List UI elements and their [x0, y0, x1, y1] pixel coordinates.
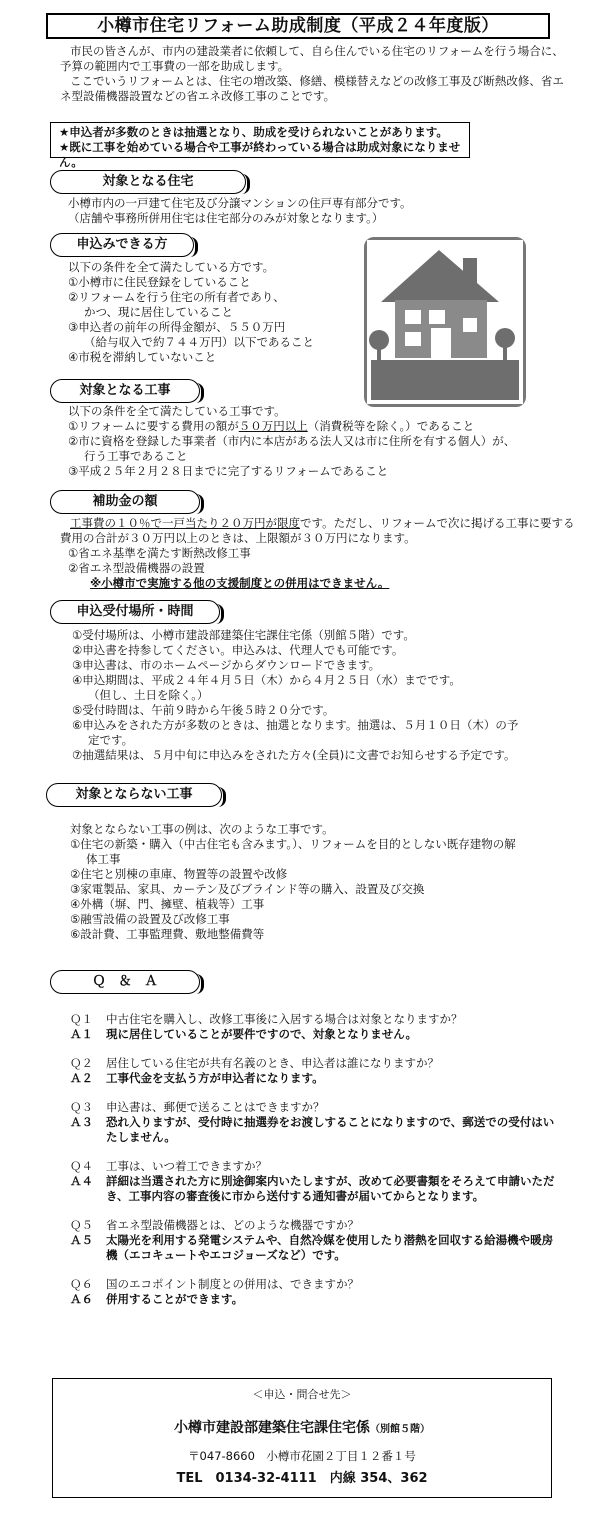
- text-line: ②リフォームを行う住宅の所有者であり、: [68, 290, 285, 304]
- text-line: 行う工事であること: [84, 449, 188, 463]
- text-line: ⑤受付時間は、午前９時から午後５時２０分です。: [72, 703, 335, 717]
- office-note: （別館５階）: [370, 1424, 430, 1435]
- answer: [70, 1027, 560, 1042]
- answer: [70, 1292, 560, 1307]
- contact-phone: TEL 0134-32-4111 内線 354、362: [176, 1471, 428, 1486]
- qa-item: [70, 1056, 560, 1086]
- answer: [70, 1115, 560, 1145]
- text-line: ④申込期間は、平成２４年４月５日（木）から４月２５日（水）までです。: [72, 673, 461, 687]
- contact-box: [52, 1378, 552, 1498]
- page-title: 小樽市住宅リフォーム助成制度（平成２４年度版）: [46, 13, 550, 39]
- text-line: 以下の条件を全て満たしている方です。: [68, 260, 275, 274]
- section-subsidy-amount-body: [60, 516, 580, 591]
- notice-box: [50, 122, 470, 169]
- text-line: ⑥設計費、工事監理費、敷地整備費等: [70, 927, 265, 941]
- text-line: ③申込者の前年の所得金額が、５５０万円: [68, 320, 286, 334]
- text-line: ⑦抽選結果は、５月中旬に申込みをされた方々(全員)に文書でお知らせする予定です。: [72, 748, 516, 762]
- text-line: ①省エネ基準を満たす断熱改修工事: [68, 546, 251, 560]
- qa-item: [70, 1218, 560, 1263]
- qa-item: [70, 1159, 560, 1204]
- answer-text: 太陽光を利用する発電システムや、自然冷媒を使用したり潜熱を回収する給湯機や暖房機（エコキュートやエコジョーズなど）です。: [106, 1233, 554, 1262]
- section-heading-target-work: 対象となる工事: [50, 379, 200, 403]
- text-line: ②市に資格を登録した事業者（市内に本店がある法人又は市に住所を有する個人）が、: [68, 434, 516, 448]
- house-illustration: [364, 237, 526, 407]
- question-text: 申込書は、郵便で送ることはできますか？: [106, 1100, 325, 1114]
- house-icon: [367, 240, 523, 404]
- text-span: です。ただし、リフォームで次に掲げる工事に要する費用の合計が３０万円以上のときは、上限額が３０万円になります。: [60, 516, 575, 545]
- question-text: 工事は、いつ着工できますか？: [106, 1159, 267, 1173]
- text-line: （店舗や事務所併用住宅は住宅部分のみが対象となります。）: [68, 211, 384, 225]
- question-label: Ｑ３: [70, 1100, 93, 1114]
- answer: [70, 1071, 560, 1086]
- text-line: ⑤融雪設備の設置及び改修工事: [70, 912, 230, 926]
- question: [70, 1012, 560, 1027]
- text-line: ①小樽市に住民登録をしていること: [68, 275, 251, 289]
- question-text: 国のエコポイント制度との併用は、できますか？: [106, 1277, 359, 1291]
- answer-label: Ａ２: [70, 1071, 93, 1085]
- limit-emphasis: 工事費の１０％で一戸当たり２０万円が限度: [70, 516, 300, 530]
- answer: [70, 1174, 560, 1204]
- question-label: Ｑ４: [70, 1159, 93, 1173]
- question-text: 居住している住宅が共有名義のとき、申込者は誰になりますか？: [106, 1056, 440, 1070]
- qa-list: [70, 1012, 560, 1307]
- question: [70, 1218, 560, 1233]
- text-line: （給与収入で約７４４万円）以下であること: [84, 335, 314, 349]
- text-line: 定です。: [88, 733, 134, 747]
- question: [70, 1056, 560, 1071]
- section-heading-target-housing: 対象となる住宅: [50, 170, 246, 194]
- question-label: Ｑ６: [70, 1277, 93, 1291]
- answer-label: Ａ４: [70, 1174, 93, 1188]
- qa-item: [70, 1100, 560, 1145]
- question-label: Ｑ５: [70, 1218, 93, 1232]
- answer: [70, 1233, 560, 1263]
- section-eligible-applicants-body: [68, 260, 368, 365]
- intro-paragraph-2: ここでいうリフォームとは、住宅の増改築、修繕、模様替えなどの改修工事及び断熱改修、省エネ型設備機器設置などの省エネ改修工事のことです。: [60, 74, 564, 103]
- section-heading-non-target-work: 対象とならない工事: [46, 783, 222, 807]
- section-heading-reception: 申込受付場所・時間: [50, 600, 220, 624]
- text-line: ②申込書を持参してください。申込みは、代理人でも可能です。: [72, 643, 404, 657]
- text-line: ②省エネ型設備機器の設置: [68, 561, 205, 575]
- answer-text: 詳細は当選された方に別途御案内いたしますが、改めて必要書類をそろえて申請いただき、工事内容の審査後に市から送付する通知書が届いてからとなります。: [106, 1174, 555, 1203]
- text-span: （消費税等を除く。）であること: [307, 419, 475, 433]
- text-line: 体工事: [86, 852, 121, 866]
- answer-label: Ａ３: [70, 1115, 93, 1129]
- question: [70, 1159, 560, 1174]
- question-label: Ｑ１: [70, 1012, 93, 1026]
- answer-text: 併用することができます。: [106, 1292, 244, 1306]
- text-line: （但し、土日を除く。）: [88, 688, 209, 702]
- answer-label: Ａ６: [70, 1292, 93, 1306]
- text-line: 対象とならない工事の例は、次のような工事です。: [70, 822, 334, 836]
- qa-item: [70, 1277, 560, 1307]
- text-line: ①住宅の新築・購入（中古住宅も含みます。）、リフォームを目的としない既存建物の解: [70, 837, 516, 851]
- text-line: かつ、現に居住していること: [84, 305, 234, 319]
- text-line: ④市税を滞納していないこと: [68, 350, 217, 364]
- question: [70, 1277, 560, 1292]
- text-line: ④外構（塀、門、擁壁、植栽等）工事: [70, 897, 265, 911]
- note-line: ※小樽市で実施する他の支援制度との併用はできません。: [90, 576, 390, 590]
- intro-paragraph-1: 市民の皆さんが、市内の建設業者に依頼して、自ら住んでいる住宅のリフォームを行う場合に、予算の範囲内で工事費の一部を助成します。: [60, 44, 564, 73]
- section-heading-eligible-applicants: 申込みできる方: [50, 233, 194, 257]
- notice-line-1: ★申込者が多数のときは抽選となり、助成を受けられないことがあります。: [59, 125, 448, 139]
- amount-emphasis: ５０万円以上: [238, 419, 308, 433]
- text-line: ③平成２５年２月２８日までに完了するリフォームであること: [68, 464, 389, 478]
- text-paragraph: [60, 516, 580, 546]
- text-line: 小樽市内の一戸建て住宅及び分譲マンションの住戸専有部分です。: [68, 196, 412, 210]
- text-line: ⑥申込みをされた方が多数のときは、抽選となります。抽選は、５月１０日（木）の予: [72, 718, 519, 732]
- text-line: ②住宅と別棟の車庫、物置等の設置や改修: [70, 867, 288, 881]
- section-target-housing-body: [68, 196, 568, 226]
- office-name: 小樽市建設部建築住宅課住宅係: [174, 1420, 370, 1436]
- question: [70, 1100, 560, 1115]
- section-non-target-work-body: [70, 822, 584, 942]
- section-heading-subsidy-amount: 補助金の額: [50, 490, 200, 514]
- section-target-work-body: [68, 404, 578, 479]
- contact-office: [53, 1419, 551, 1439]
- text-line: ③家電製品、家具、カーテン及びブラインド等の購入、設置及び交換: [70, 882, 425, 896]
- answer-label: Ａ１: [70, 1027, 93, 1041]
- text-line: ①受付場所は、小樽市建設部建築住宅課住宅係（別館５階）です。: [72, 628, 415, 642]
- notice-line-2: ★既に工事を始めている場合や工事が終わっている場合は助成対象になりません。: [59, 140, 461, 169]
- contact-address: 〒047-8660 小樽市花園２丁目１２番１号: [188, 1449, 416, 1463]
- answer-label: Ａ５: [70, 1233, 93, 1247]
- answer-text: 工事代金を支払う方が申込者になります。: [106, 1071, 324, 1085]
- qa-item: [70, 1012, 560, 1042]
- intro: [60, 44, 570, 104]
- answer-text: 現に居住していることが要件ですので、対象となりません。: [106, 1027, 417, 1041]
- contact-header: ＜申込・問合せ先＞: [252, 1388, 352, 1401]
- question-label: Ｑ２: [70, 1056, 93, 1070]
- text-line: ③申込書は、市のホームページからダウンロードできます。: [72, 658, 381, 672]
- question-text: 省エネ型設備機器とは、どのような機器ですか？: [106, 1218, 359, 1232]
- text-line: 以下の条件を全て満たしている工事です。: [68, 404, 286, 418]
- answer-text: 恐れ入りますが、受付時に抽選券をお渡しすることになりますので、郵送での受付はいたしません。: [106, 1115, 555, 1144]
- text-line: [68, 419, 578, 434]
- text-span: ①リフォームに要する費用の額が: [68, 419, 239, 433]
- question-text: 中古住宅を購入し、改修工事後に入居する場合は対象となりますか？: [106, 1012, 463, 1026]
- section-reception-body: [72, 628, 582, 763]
- section-heading-qa: Ｑ ＆ Ａ: [50, 970, 200, 994]
